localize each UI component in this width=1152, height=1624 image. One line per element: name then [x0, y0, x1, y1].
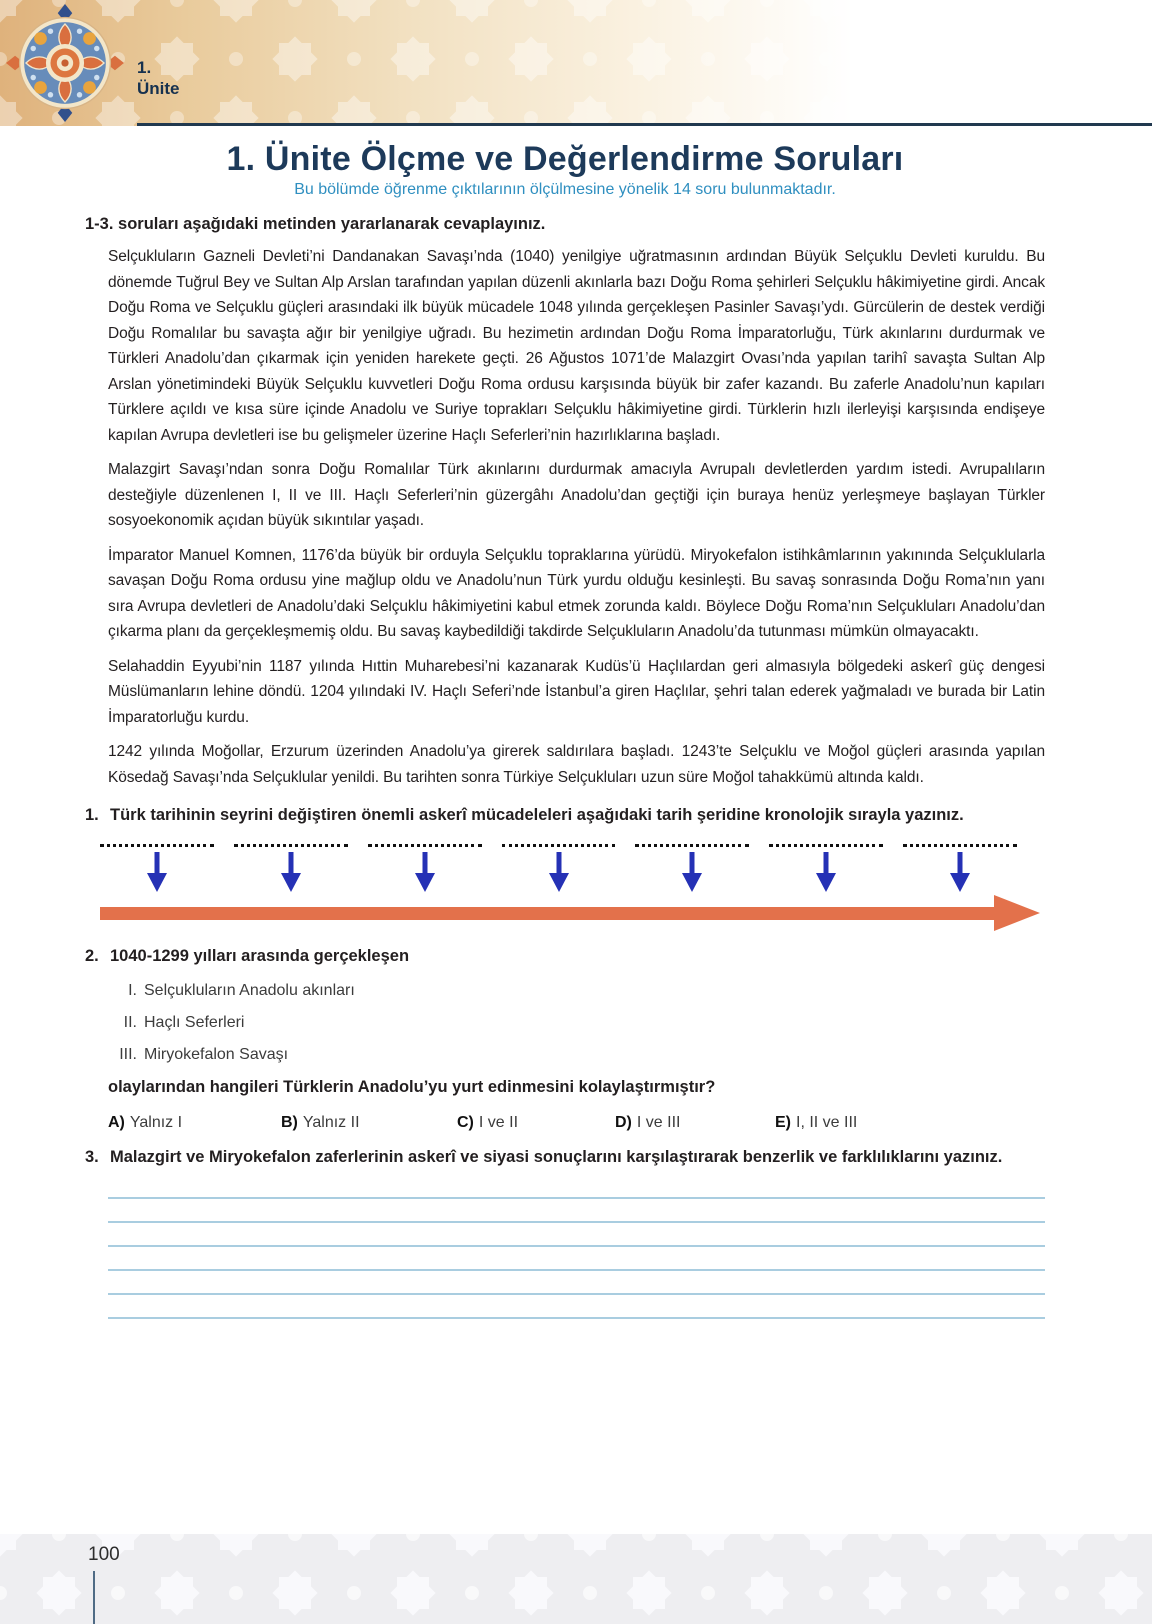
reading-passage: [85, 244, 1045, 790]
down-arrow-icon: [948, 852, 972, 892]
question-2: [85, 944, 1045, 1132]
answer-line: [108, 1245, 1045, 1247]
down-arrow-icon: [680, 852, 704, 892]
answer-line: [108, 1317, 1045, 1319]
passage-paragraph: Selçukluların Gazneli Devleti’ni Dandanakan Savaşı’nda (1040) yenilgiye uğratmasının ardından Büyük Selçuklu Devleti kuruldu. Bu dönemde Tuğrul Bey ve Sultan Alp Arslan tarafından yapılan düzenli akınlarla bazı Doğu Roma şehirleri Selçuklu hâkimiyetine girdi. Ancak Doğu Roma ve Selçuklu güçleri arasındaki ilk büyük mücadele 1048 yılında gerçekleşen Pasinler Savaşı’ydı. Gürcülerin de destek verdiği Doğu Romalılar bu savaşta ağır bir yenilgiye uğradı. Bu hezimetin ardından Doğu Roma İmparatorluğu, Türk akınlarını durdurmak ve Türkleri Anadolu’dan çıkarmak için yeniden harekete geçti. 26 Ağustos 1071’de Malazgirt Ovası’nda yapılan tarihî savaşta Sultan Alp Arslan yönetimindeki Büyük Selçuklu kuvvetleri Doğu Roma ordusu karşısında büyük bir zafer kazandı. Bu zaferle Anadolu’nun kapıları Türklere açıldı ve kısa süre içinde Anadolu ve Suriye toprakları Selçuklu hâkimiyetine girdi. Türklerin hızlı ilerleyişi karşısında endişeye kapılan Avrupa devletleri ise bu gelişmeler üzerine Haçlı Seferleri’nin hazırlıklarına başladı.: [108, 248, 1045, 444]
option-text: Yalnız II: [302, 1114, 360, 1131]
timeline-blank-line: [502, 844, 616, 847]
list-item: [108, 975, 1045, 1007]
list-item-text: Selçukluların Anadolu akınları: [144, 982, 355, 999]
question-stem: 1040-1299 yılları arasında gerçekleşen: [110, 947, 410, 965]
unit-word: Ünite: [137, 79, 180, 98]
list-item-numeral: III.: [119, 1046, 137, 1063]
page-subtitle: Bu bölümde öğrenme çıktılarının ölçülmesine yönelik 14 soru bulunmaktadır.: [294, 181, 836, 198]
question-number: 2.: [85, 947, 99, 965]
timeline-slot: [903, 844, 1017, 892]
timeline-axis-shaft: [100, 907, 994, 920]
timeline-axis-arrow: [100, 895, 1040, 931]
timeline-blank-line: [769, 844, 883, 847]
timeline-slots: [100, 844, 1017, 892]
answer-line: [108, 1197, 1045, 1199]
list-item: [108, 1039, 1045, 1071]
option-letter: D): [615, 1114, 632, 1131]
timeline-blank-line: [234, 844, 348, 847]
passage-paragraph: 1242 yılında Moğollar, Erzurum üzerinden Anadolu’ya girerek saldırılara başladı. 1243’te Selçuklu ve Moğol güçleri arasında yapılan Kösedağ Savaşı’nda Selçuklular yenildi. Bu tarihten sonra Türkiye Selçukluları uzun süre Moğol tahakkümü altında kaldı.: [108, 743, 1045, 786]
page-header: [0, 0, 1152, 126]
timeline-blank-line: [368, 844, 482, 847]
page-number-rule: [93, 1571, 95, 1624]
answer-option: [775, 1114, 857, 1132]
unit-label: [137, 57, 180, 99]
passage-paragraph: Malazgirt Savaşı’ndan sonra Doğu Romalılar Türk akınlarını durdurmak amacıyla Avrupalı devletlerden yardım istedi. Avrupalıların desteğiyle düzenlenen I, II ve III. Haçlı Seferleri’nin güzergâhı Anadolu’dan geçtiği için buraya henüz yerleşmeye başlayan Türkler sosyoekonomik açıdan büyük sıkıntılar yaşadı.: [108, 461, 1045, 529]
unit-rosette-ornament-icon: [6, 4, 124, 122]
list-item-numeral: II.: [123, 1014, 137, 1031]
question-text: Türk tarihinin seyrini değiştiren önemli askerî mücadeleleri aşağıdaki tarih şeridine kronolojik sırayla yazınız.: [110, 806, 964, 824]
timeline-slot: [769, 844, 883, 892]
question-number: 3.: [85, 1148, 99, 1166]
down-arrow-icon: [814, 852, 838, 892]
option-letter: C): [457, 1114, 474, 1131]
timeline-slot: [635, 844, 749, 892]
answer-option: [281, 1114, 457, 1132]
option-text: Yalnız I: [129, 1114, 183, 1131]
option-text: I, II ve III: [796, 1114, 858, 1131]
question-text: olaylarından hangileri Türklerin Anadolu’yu yurt edinmesini kolaylaştırmıştır?: [108, 1078, 716, 1096]
answer-line: [108, 1221, 1045, 1223]
list-item: [108, 1007, 1045, 1039]
down-arrow-icon: [547, 852, 571, 892]
answer-option: [615, 1114, 775, 1132]
option-letter: B): [281, 1114, 298, 1131]
question-3: [85, 1145, 1045, 1319]
passage-paragraph: İmparator Manuel Komnen, 1176’da büyük bir orduyla Selçuklu topraklarına yürüdü. Miryokefalon istihkâmlarının yakınında Selçuklularla savaşan Doğu Roma ordusu yine mağlup oldu ve Anadolu’nun Türk yurdu olduğu kesinleşti. Bu savaş sonrasında Doğu Roma’nın yanı sıra Avrupa devletleri de Anadolu’daki Selçuklu hâkimiyetini kabul etmek zorunda kaldı. Böylece Doğu Roma’nın Selçukluları Anadolu’dan çıkarma planı da gerçekleşmemiş oldu. Bu savaş kaybedildiği takdirde Selçukluların Anadolu’da tutunması mümkün olmayacaktı.: [108, 546, 1045, 640]
passage-paragraph: Selahaddin Eyyubi’nin 1187 yılında Hıttin Muharebesi’ni kazanarak Kudüs’ü Haçlılardan geri almasıyla bölgedeki askerî güç dengesi Müslümanların lehine döndü. 1204 yılındaki IV. Haçlı Seferi’nde İstanbul’a giren Haçlılar, şehri talan ederek yağmaladı ve burada bir Latin İmparatorluğu kurdu.: [108, 657, 1045, 726]
timeline-slot: [234, 844, 348, 892]
page-number: 100: [88, 1544, 120, 1565]
list-item-numeral: I.: [128, 982, 137, 999]
answer-line: [108, 1293, 1045, 1295]
option-letter: E): [775, 1114, 791, 1131]
timeline: [100, 844, 1040, 931]
down-arrow-icon: [145, 852, 169, 892]
passage-instruction: 1-3. soruları aşağıdaki metinden yararlanarak cevaplayınız.: [85, 215, 546, 233]
option-letter: A): [108, 1114, 125, 1131]
list-item-text: Miryokefalon Savaşı: [144, 1046, 289, 1063]
timeline-slot: [368, 844, 482, 892]
timeline-slot: [502, 844, 616, 892]
down-arrow-icon: [279, 852, 303, 892]
option-text: I ve II: [478, 1114, 519, 1131]
answer-line: [108, 1269, 1045, 1271]
answer-option: [457, 1114, 615, 1132]
answer-lines: [108, 1197, 1045, 1319]
timeline-slot: [100, 844, 214, 892]
answer-option: [108, 1114, 281, 1132]
timeline-blank-line: [635, 844, 749, 847]
page-title: 1. Ünite Ölçme ve Değerlendirme Soruları: [226, 140, 904, 178]
question-1: [85, 803, 1045, 931]
answer-options: [108, 1114, 1045, 1132]
list-item-text: Haçlı Seferleri: [144, 1014, 245, 1031]
question-number: 1.: [85, 806, 99, 824]
down-arrow-icon: [413, 852, 437, 892]
unit-number: 1.: [137, 58, 152, 77]
question-text: Malazgirt ve Miryokefalon zaferlerinin askerî ve siyasi sonuçlarını karşılaştırarak benzerlik ve farklılıklarını yazınız.: [110, 1148, 1003, 1166]
roman-numeral-list: [108, 975, 1045, 1071]
geometric-star-pattern: [0, 1534, 1152, 1624]
page-footer: [0, 1534, 1152, 1624]
timeline-blank-line: [100, 844, 214, 847]
page-content: [85, 140, 1045, 1319]
header-divider: [137, 123, 1152, 126]
timeline-axis-arrowhead-icon: [994, 895, 1040, 931]
timeline-blank-line: [903, 844, 1017, 847]
option-text: I ve III: [636, 1114, 681, 1131]
